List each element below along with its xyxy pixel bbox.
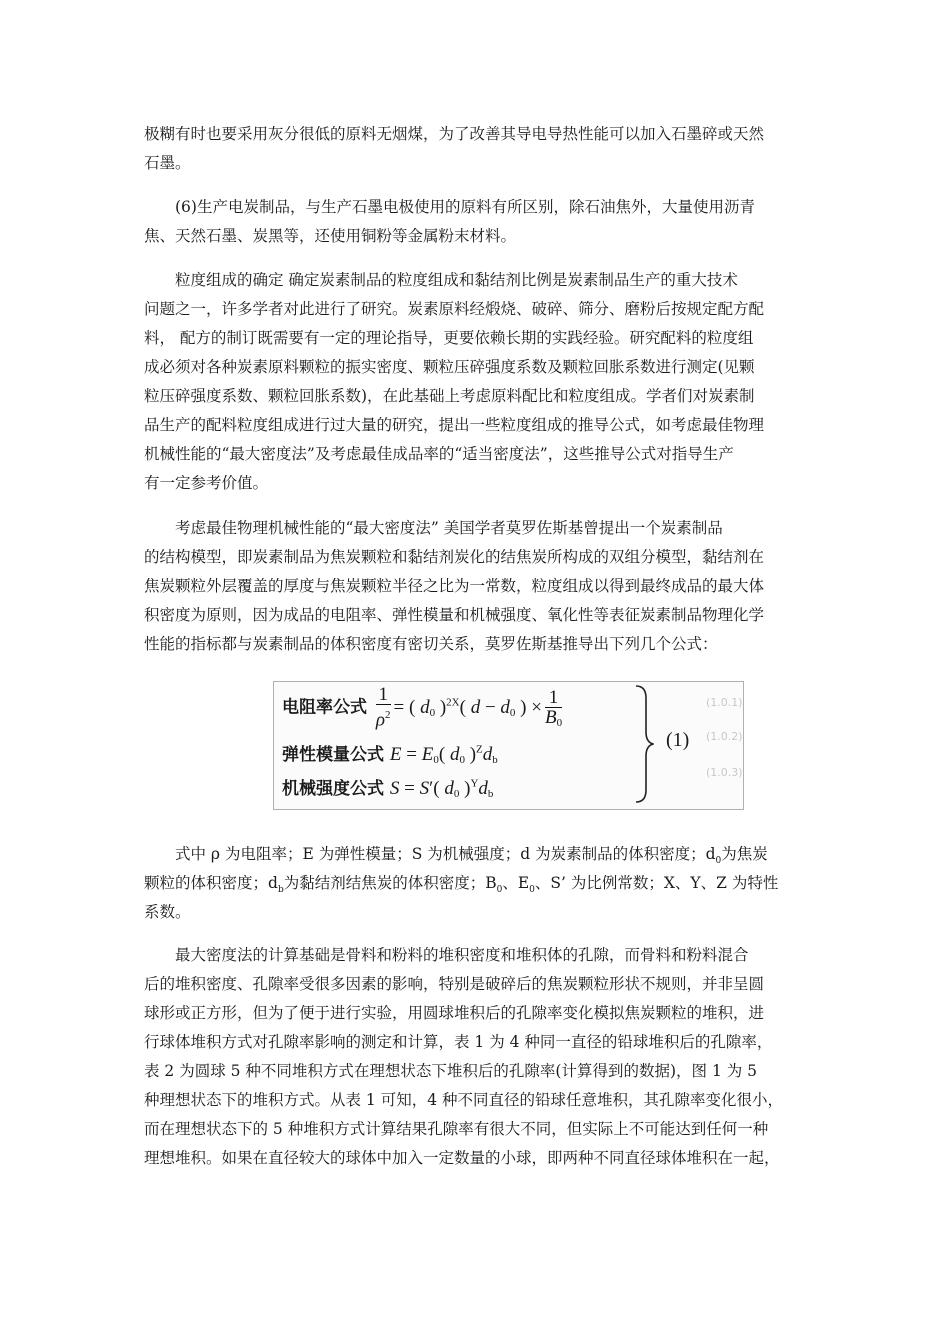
text-line: 系数。 — [144, 903, 191, 921]
right-brace-icon — [634, 684, 654, 804]
formula-image — [273, 681, 744, 810]
faint-annotation: (1.0.1) — [706, 696, 743, 709]
text-line: 极糊有时也要采用灰分很低的原料无烟煤，为了改善其导电导热性能可以加入石墨碎或天然 — [144, 125, 765, 143]
formula-label: 电阻率公式 — [282, 697, 367, 718]
text-line: 后的堆积密度、孔隙率受很多因素的影响，特别是破碎后的焦炭颗粒形状不规则，并非呈圆 — [144, 975, 765, 993]
text-line: 行球体堆积方式对孔隙率影响的测定和计算，表 1 为 4 种同一直径的铅球堆积后的孔隙率， — [144, 1033, 773, 1051]
text-line: 积密度为原则，因为成品的电阻率、弹性模量和机械强度、氧化性等表征炭素制品物理化学 — [144, 606, 765, 624]
formula-label: 弹性模量公式 — [282, 745, 384, 765]
text-line: 成必须对各种炭素原料颗粒的振实密度、颗粒压碎强度系数及颗粒回胀系数进行测定(见颗 — [144, 358, 755, 376]
text-line: 焦、天然石墨、炭黑等，还使用铜粉等金属粉末材料。 — [144, 227, 517, 245]
text-line: 性能的指标都与炭素制品的体积密度有密切关系，莫罗佐斯基推导出下列几个公式： — [144, 635, 718, 653]
faint-annotation: (1.0.3) — [706, 766, 743, 779]
text-line: (6)生产电炭制品，与生产石墨电极使用的原料有所区别，除石油焦外，大量使用沥青 — [175, 198, 755, 216]
text-line: 式中 ρ 为电阻率；E 为弹性模量；S 为机械强度；d 为炭素制品的体积密度；$d_0$为焦炭 — [175, 845, 768, 866]
text-line: 而在理想状态下的 5 种堆积方式计算结果孔隙率有很大不同，但实际上不可能达到任何一种 — [144, 1120, 769, 1138]
text-line: 焦炭颗粒外层覆盖的厚度与焦炭颗粒半径之比为一常数，粒度组成以得到最终成品的最大体 — [144, 577, 765, 595]
text-line: 考虑最佳物理机械性能的“最大密度法” 美国学者莫罗佐斯基曾提出一个炭素制品 — [175, 519, 723, 537]
text-line: 球形或正方形，但为了便于进行实验，用圆球堆积后的孔隙率变化模拟焦炭颗粒的堆积，进 — [144, 1004, 765, 1022]
text-line: 种理想状态下的堆积方式。从表 1 可知，4 种不同直径的铅球任意堆积，其孔隙率变化很小， — [144, 1091, 784, 1109]
text-line: 石墨。 — [144, 154, 191, 172]
faint-annotation: (1.0.2) — [706, 730, 743, 743]
formula-label: 机械强度公式 — [282, 779, 384, 799]
paragraph-max-density — [144, 514, 808, 659]
paragraph-symbol-definitions — [144, 840, 808, 927]
text-line: 最大密度法的计算基础是骨料和粉料的堆积密度和堆积体的孔隙，而骨料和粉料混合 — [175, 946, 749, 964]
text-line: 问题之一，许多学者对此进行了研究。炭素原料经煅烧、破碎、筛分、磨粉后按规定配方配 — [144, 300, 765, 318]
text-line: 表 2 为圆球 5 种不同堆积方式在理想状态下堆积后的孔隙率(计算得到的数据)，图 1 为 5 — [144, 1062, 758, 1080]
text-line: 的结构模型，即炭素制品为焦炭颗粒和黏结剂炭化的结焦炭所构成的双组分模型，黏结剂在 — [144, 548, 765, 566]
text-line: 料， 配方的制订既需要有一定的理论指导，更要依赖长期的实践经验。研究配料的粒度组 — [144, 329, 754, 347]
resistivity-formula: 电阻率公式 $\frac{1}{\rho^2}$ = ( $d_0$ )$^{2X}$( $d - d_0$ ) × $\frac{1}{B_0}$ — [282, 684, 563, 731]
paragraph-packing-calculation — [144, 941, 808, 1173]
text-line: 有一定参考价值。 — [144, 474, 269, 492]
paragraph-electrical-carbon — [144, 193, 808, 251]
text-line: 粒度组成的确定 确定炭素制品的粒度组成和黏结剂比例是炭素制品生产的重大技术 — [175, 271, 738, 289]
elastic-modulus-formula: 弹性模量公式 $E = E_0$( $d_0$ )$^Zd_b$ — [282, 743, 498, 766]
text-line: 颗粒的体积密度；$d_b$为黏结剂结焦炭的体积密度；$B_0$、$E_0$、S’ 为比例常数；X、Y、Z 为特性 — [144, 874, 779, 895]
text-line: 粒压碎强度系数、颗粒回胀系数)，在此基础上考虑原料配比和粒度组成。学者们对炭素制 — [144, 387, 755, 405]
equation-number: (1) — [666, 729, 690, 751]
paragraph-graphite-coke — [144, 120, 808, 178]
text-line: 理想堆积。如果在直径较大的球体中加入一定数量的小球，即两种不同直径球体堆积在一起， — [144, 1149, 780, 1167]
text-line: 品生产的配料粒度组成进行过大量的研究，提出一些粒度组成的推导公式，如考虑最佳物理 — [144, 416, 765, 434]
text-line: 机械性能的“最大密度法”及考虑最佳成品率的“适当密度法”，这些推导公式对指导生产 — [144, 445, 734, 463]
paragraph-particle-size — [144, 266, 808, 498]
mechanical-strength-formula: 机械强度公式 S = S′( $d_0$ )$^Yd_b$ — [282, 777, 494, 800]
